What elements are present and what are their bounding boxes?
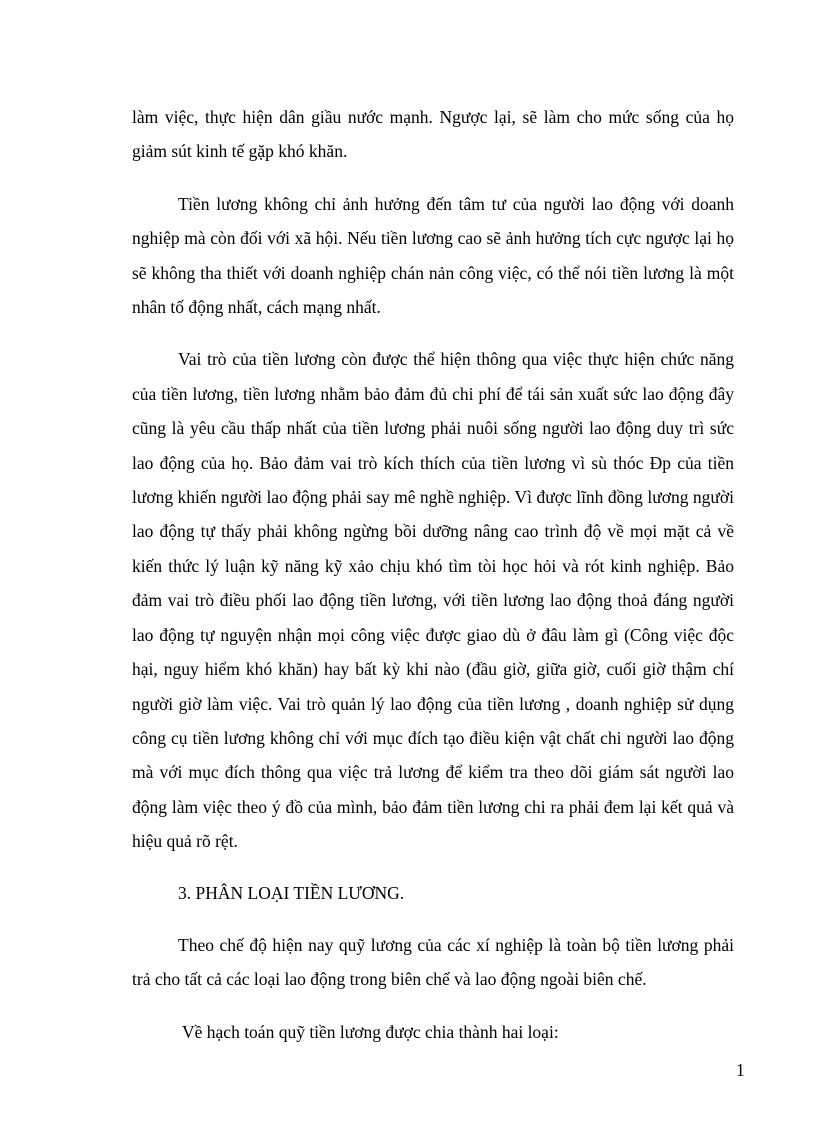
paragraph-fund-classification: Về hạch toán quỹ tiền lương được chia thành hai loại: [182,1021,559,1042]
paragraph-continuation: làm việc, thực hiện dân giầu nước mạnh. Ngược lại, sẽ làm cho mức sống của họ giảm sút kinh tế gặp khó khăn. [132,107,734,162]
paragraph-salary-fund: Theo chế độ hiện nay quỹ lương của các xí nghiệp là toàn bộ tiền lương phải trả cho tất cả các loại lao động trong biên chế và lao động ngoài biên chế. [132,934,734,990]
document-body [132,100,734,1049]
paragraph-salary-influence: Tiền lương không chỉ ảnh hưởng đến tâm tư của người lao động với doanh nghiệp mà còn đối với xã hội. Nếu tiền lương cao sẽ ảnh hưởng tích cực ngược lại họ sẽ không tha thiết với doanh nghiệp chán nản công việc, có thể nói tiền lương là một nhân tố động nhất, cách mạng nhất. [132,193,734,318]
page-number: 1 [736,1060,745,1080]
section-heading: 3. PHÂN LOẠI TIỀN LƯƠNG. [178,882,405,903]
paragraph-salary-role: Vai trò của tiền lương còn được thể hiện thông qua việc thực hiện chức năng của tiền lương, tiền lương nhằm bảo đảm đủ chi phí để tái sản xuất sức lao động đây cũng là yêu cầu thấp nhất của tiền lương phải nuôi sống người lao động duy trì sức lao động của họ. Bảo đảm vai trò kích thích của tiền lương vì sù thóc Đp của tiền lương khiến người lao động phải say mê nghề nghiệp. Vì được lĩnh đồng lương người lao động tự thấy phải không ngừng bồi dưỡng nâng cao trình độ về mọi mặt cả về kiến thức lý luận kỹ năng kỹ xảo chịu khó tìm tòi học hỏi và rót kinh nghiệp. Bảo đảm vai trò điều phối lao động tiền lương, với tiền lương lao động thoả đáng người lao động tự nguyện nhận mọi công việc được giao dù ở đâu làm gì (Công việc độc hại, nguy hiểm khó khăn) hay bất kỳ khi nào (đầu giờ, giữa giờ, cuối giờ thậm chí người giờ làm việc. Vai trò quản lý lao động của tiền lương , doanh nghiệp sử dụng công cụ tiền lương không chỉ với mục đích tạo điều kiện vật chất chi người lao động mà với mục đích thông qua việc trả lương để kiểm tra theo dõi giám sát người lao động làm việc theo ý đồ của mình, bảo đảm tiền lương chi ra phải đem lại kết quả và hiệu quả rõ rệt. [132,349,734,852]
